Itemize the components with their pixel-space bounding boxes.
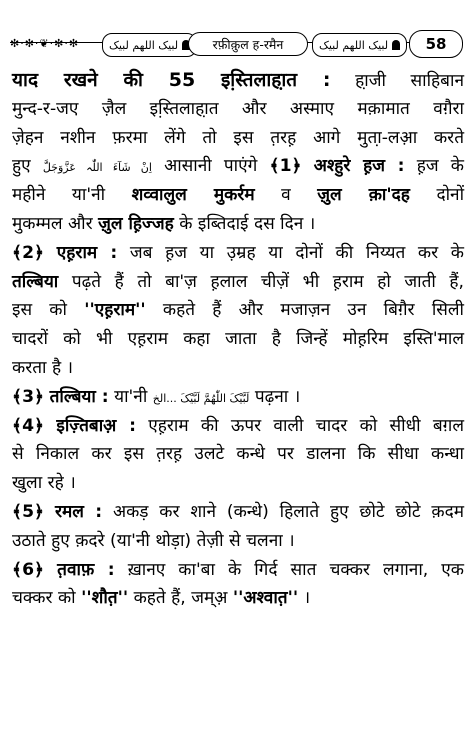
text-line: याद रखने की 55 इस्ति़लाहा़त : हा़जी साहिबान	[12, 69, 464, 91]
term-title: अश्हुरे ह़ज :	[313, 156, 405, 177]
text-line: ﴾5﴿ रमल : अकड़ कर शाने (कन्धे) हिलाते हुए छोटे छोटे क़दम	[12, 501, 464, 522]
text-line: मुकम्मल और ज़ुल ह़िज्जह के इब्तिदाई दस दिन ।	[12, 213, 316, 234]
term-title: त़वाफ़ :	[57, 559, 115, 580]
text-line: चक्कर को ''शौत़'' कहते हैं, जम्अ़ ''अश्वात़'' ।	[12, 588, 311, 609]
running-title: रफ़ीक़ुल ह-रमैन	[188, 32, 308, 56]
text-line: मुन्द-र-जए ज़ैल इस्ति़लाहा़त और अस्माए मक़ामात वग़ैरा	[12, 98, 464, 119]
term-title: रमल :	[54, 501, 103, 522]
text-line: से निकाल कर इस त़रह़ उलटे कन्धे पर डालना कि सीधा कन्धा	[12, 444, 464, 465]
arabic-phrase: لَبَّیْکَ اللّٰھُمَّ لَبَّیْکَ ...الخ	[152, 391, 250, 405]
term-number: ﴾6﴿	[12, 559, 45, 580]
section-heading: याद रखने की 55 इस्ति़लाहा़त :	[12, 69, 331, 91]
term-number: ﴾4﴿	[12, 415, 45, 436]
text-line: ﴾3﴿ तल्बिया : या'नी لَبَّیْکَ اللّٰھُمَّ لَبَّیْکَ ...الخ पढ़ना ।	[12, 386, 301, 407]
term-title: तल्बिया :	[49, 386, 109, 407]
ornament-pattern: ✻·✻·❦·✻·✻	[10, 36, 80, 50]
text-line: उठाते हुए क़दरे (या'नी थोड़ा) तेज़ी से चलना ।	[12, 530, 295, 551]
text-line: हुए اِنْ شَآءَ اللّٰہ عَزَّوَجَلَّ आसानी पाएंगे ﴾1﴿ अश्हुरे ह़ज : ह़ज के	[12, 156, 464, 177]
page-body	[12, 66, 464, 613]
text-line: ज़ेहन नशीन फ़रमा लेंगे तो इस त़रह़ आगे मुता़-लआ़ करते	[12, 127, 464, 148]
text-line: ﴾4﴿ इज़्तिबाअ़ : एह़राम की ऊपर वाली चादर को सीधी बग़ल	[12, 415, 465, 436]
text-line: महीने या'नी शव्वालुल मुकर्रम व ज़ुल क़ा'दह दोनों	[12, 185, 465, 206]
term-number: ﴾2﴿	[12, 242, 45, 263]
text-line: करता है ।	[12, 357, 74, 378]
text-line: ﴾2﴿ एह़राम : जब ह़ज या उ़म्रह या दोनों की निय्यत कर के	[12, 242, 465, 263]
arabic-phrase: اِنْ شَآءَ اللّٰہ عَزَّوَجَلَّ	[42, 161, 152, 175]
left-ornament	[10, 30, 79, 56]
term-title: एह़राम :	[56, 242, 118, 263]
text-line: तल्बिया पढ़ते हैं तो बा'ज़ ह़लाल चीज़ें भी ह़राम हो जाती हैं,	[12, 271, 464, 292]
page-number: 58	[409, 30, 463, 58]
term-number: ﴾1﴿	[269, 156, 302, 177]
page-header	[10, 28, 463, 58]
text-line: इस को ''एह़राम'' कहते हैं और मजाज़न उन बिग़ैर सिली	[12, 300, 464, 321]
term-number: ﴾5﴿	[12, 501, 45, 522]
term-number: ﴾3﴿	[12, 386, 45, 407]
labbaik-logo-left: لبیک اللھم لبیک	[102, 33, 197, 57]
kaaba-dome-icon	[392, 40, 400, 50]
text-line: ﴾6﴿ त़वाफ़ : ख़ानए का'बा के गिर्द सात चक्कर लगाना, एक	[12, 559, 464, 580]
text-line: चादरों को भी एह़राम कहा जाता है जिन्हें मोह़रिम इस्ति'माल	[12, 329, 464, 350]
labbaik-logo-right: لبیک اللھم لبیک	[312, 33, 407, 57]
term-title: इज़्तिबाअ़ :	[56, 415, 136, 436]
text-line: खुला रहे ।	[12, 473, 76, 494]
